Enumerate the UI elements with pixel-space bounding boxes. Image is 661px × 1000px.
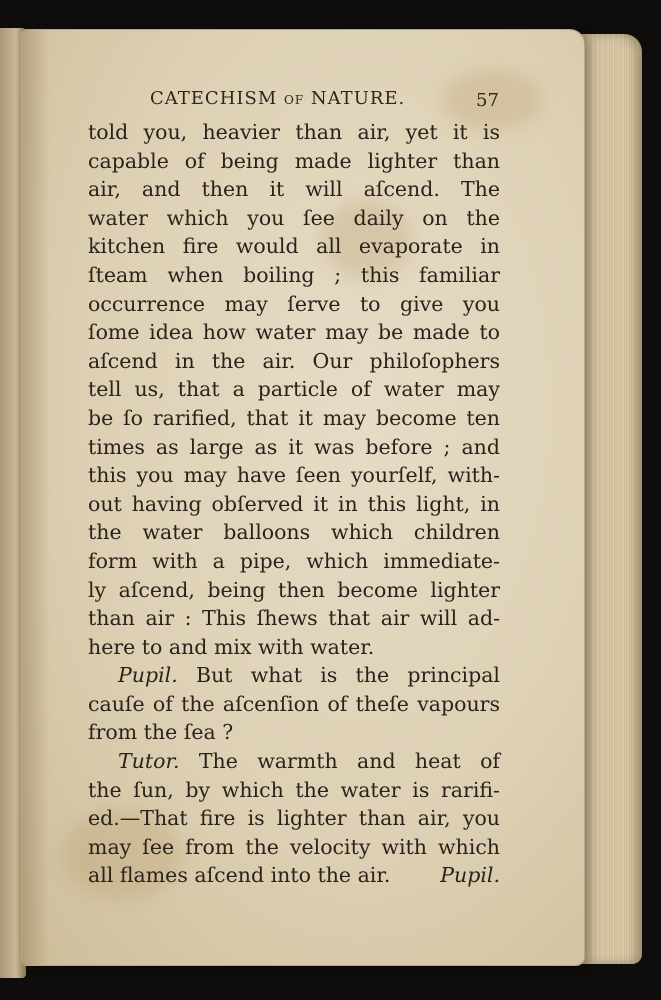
dialogue-line-tutor: Tutor. The warmth and heat of [118,749,500,774]
running-head [150,88,405,109]
text-line: times as large as it was before ; and [88,434,500,459]
body-text [88,118,500,890]
running-head-part2: NATURE. [310,88,406,109]
text-line: this you may have ſeen yourſelf, with- [88,463,500,488]
text-line: here to and mix with water. [88,634,375,659]
text-line: air, and then it will aſcend. The [88,177,500,202]
text-line: occurrence may ſerve to give you [88,291,500,316]
text-line: ly aſcend, being then become lighter [88,577,500,602]
text-line: be ſo rarified, that it may become ten [88,405,500,430]
running-head-of: OF [284,93,305,107]
catchword: Pupil. [440,863,500,888]
text-line: ſteam when boiling ; this familiar [88,262,500,287]
text-line: cauſe of the aſcenſion of theſe vapours [88,691,500,716]
speaker-label: Pupil. [118,663,178,688]
text-line: from the ſea ? [88,720,234,745]
text-line: told you, heavier than air, yet it is [88,120,500,144]
text-line: out having obſerved it in this light, in [88,491,500,516]
text-line: may ſee from the velocity with which [88,834,500,859]
speaker-label: Tutor. [118,749,180,774]
text-line: water which you ſee daily on the [88,205,500,230]
text-line: than air : This ſhews that air will ad- [88,606,500,631]
text-line: aſcend in the air. Our philoſophers [88,348,500,373]
text-line: all flames aſcend into the air. Pupil. [88,861,500,890]
text-line: tell us, that a particle of water may [88,377,500,402]
text-line: the ſun, by which the water is rarifi- [88,777,500,802]
text-line: kitchen fire would all evaporate in [88,234,500,259]
dialogue-line-pupil: Pupil. But what is the principal [118,663,500,688]
text-line: capable of being made lighter than [88,148,500,173]
text-line: ed.—That fire is lighter than air, you [88,806,500,831]
page-number: 57 [476,90,499,111]
running-head-part1: CATECHISM [150,88,278,109]
text-line: ſome idea how water may be made to [88,320,500,345]
text-line: form with a pipe, which immediate- [88,548,500,573]
text-line: the water balloons which children [88,520,500,545]
